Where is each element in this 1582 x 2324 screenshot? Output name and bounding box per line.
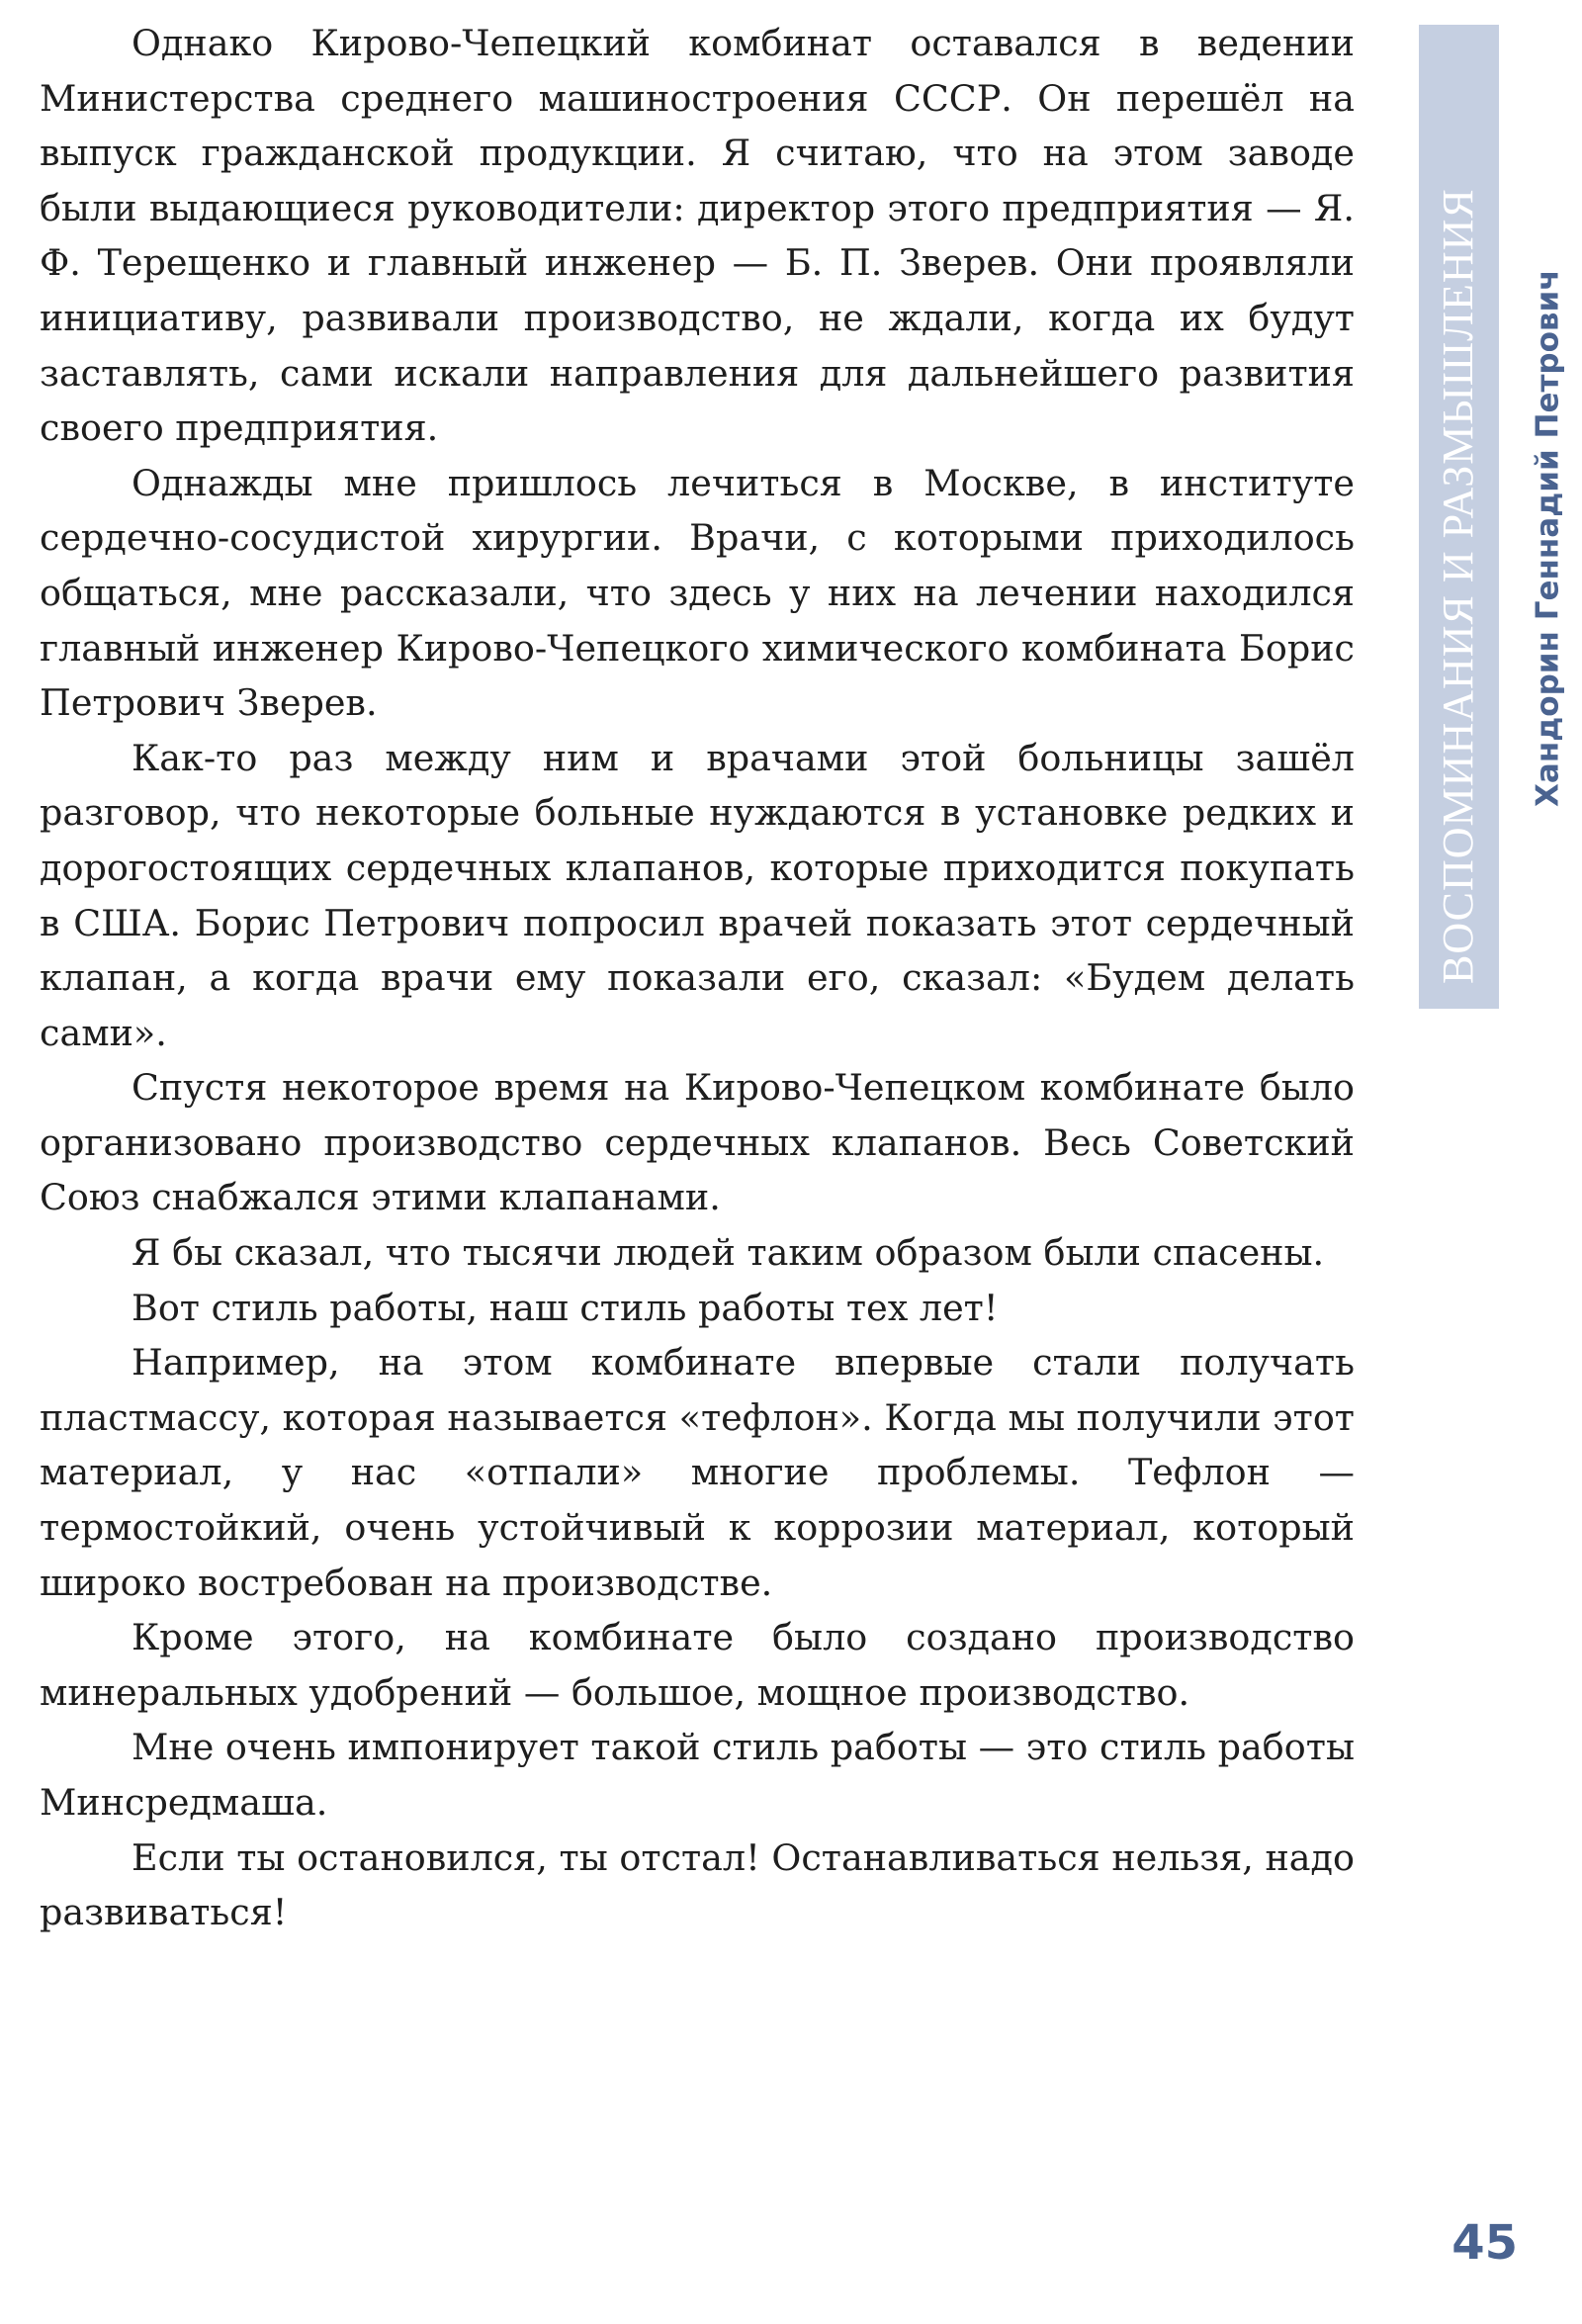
author-name: Хандорин Геннадий Петрович [1530,269,1566,807]
section-title: ВОСПОМИНАНИЯ И РАЗМЫШЛЕНИЯ [1434,188,1482,984]
paragraph: Например, на этом комбинате впервые стали получать пластмассу, которая называется «тефлон». Когда мы получили этот материал, у нас «отпали» многие проблемы. Тефлон — термостойкий, очень устойчивый к коррозии материал, который широко востребован на производстве. [40,1341,1355,1604]
paragraph: Мне очень импонирует такой стиль работы — это стиль работы Минсредмаша. [40,1726,1355,1824]
paragraph: Кроме этого, на комбинате было создано производство минеральных удобрений — большое, мощное производство. [40,1616,1355,1714]
paragraph: Вот стиль работы, наш стиль работы тех лет! [132,1286,999,1329]
paragraph: Однажды мне пришлось лечиться в Москве, в институте сердечно-сосудистой хирургии. Врачи, с которыми приходилось общаться, мне рассказали, что здесь у них на лечении находился главный инженер Кирово-Чепецкого химического комбината Борис Петрович Зверев. [40,461,1355,725]
paragraph: Как-то раз между ним и врачами этой больницы зашёл разговор, что некоторые больные нуждаются в установке редких и дорогостоящих сердечных клапанов, которые приходится покупать в США. Борис Петрович попросил врачей показать этот сердечный клапан, а когда врачи ему показали его, сказал: «Будем делать сами». [40,736,1355,1054]
paragraph: Спустя некоторое время на Кирово-Чепецком комбинате было организовано производство сердечных клапанов. Весь Советский Союз снабжался этими клапанами. [40,1066,1355,1219]
page-number: 45 [1451,2215,1518,2271]
paragraph: Однако Кирово-Чепецкий комбинат оставался в ведении Министерства среднего машиностроения СССР. Он перешёл на выпуск гражданской продукции. Я считаю, что на этом заводе были выдающиеся руководители: директор этого предприятия — Я. Ф. Терещенко и главный инженер — Б. П. Зверев. Они проявляли инициативу, развивали производство, не ждали, когда их будут заставлять, сами искали направления для дальнейшего развития своего предприятия. [40,22,1355,450]
paragraph: Если ты остановился, ты отстал! Останавливаться нельзя, надо развиваться! [40,1835,1355,1934]
body-text [40,16,1355,1940]
paragraph: Я бы сказал, что тысячи людей таким образом были спасены. [132,1231,1325,1275]
